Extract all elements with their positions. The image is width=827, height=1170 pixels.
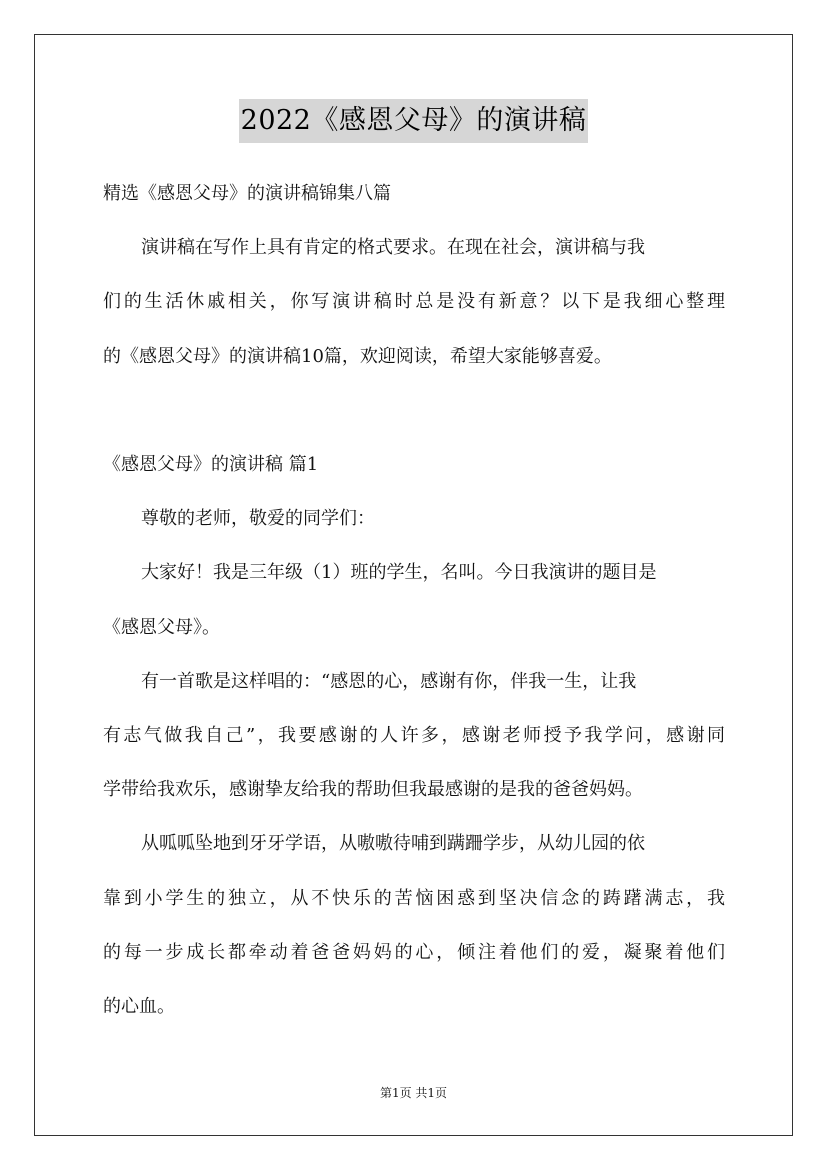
subtitle: 精选《感恩父母》的演讲稿锦集八篇 (103, 183, 391, 204)
para2-line-2: 有志气做我自己”，我要感谢的人许多，感谢老师授予我学问，感谢同 (103, 725, 725, 746)
section-heading: 《感恩父母》的演讲稿 篇1 (103, 454, 319, 475)
para2-line-1: 有一首歌是这样唱的：“感恩的心，感谢有你，伴我一生，让我 (141, 671, 637, 692)
intro-line-2: 们的生活休戚相关，你写演讲稿时总是没有新意？以下是我细心整理 (103, 291, 725, 312)
para3-line-2: 靠到小学生的独立，从不快乐的苦恼困惑到坚决信念的踌躇满志，我 (103, 888, 725, 909)
intro-line-1: 演讲稿在写作上具有肯定的格式要求。在现在社会，演讲稿与我 (141, 237, 645, 258)
para1-line-1: 大家好！我是三年级（1）班的学生，名叫。今日我演讲的题目是 (141, 562, 657, 583)
page-footer: 第1页 共1页 (379, 1086, 448, 1100)
para1-line-2: 《感恩父母》。 (103, 617, 220, 638)
greeting: 尊敬的老师，敬爱的同学们： (141, 508, 375, 529)
document-title: 2022《感恩父母》的演讲稿 (239, 99, 589, 143)
para3-line-3: 的每一步成长都牵动着爸爸妈妈的心，倾注着他们的爱，凝聚着他们 (103, 942, 725, 963)
intro-line-3: 的《感恩父母》的演讲稿10篇，欢迎阅读，希望大家能够喜爱。 (103, 346, 612, 367)
title-container (0, 99, 827, 143)
para3-line-1: 从呱呱坠地到牙牙学语，从嗷嗷待哺到蹒跚学步，从幼儿园的依 (141, 833, 645, 854)
para2-line-3: 学带给我欢乐，感谢挚友给我的帮助但我最感谢的是我的爸爸妈妈。 (103, 779, 643, 800)
para3-line-4: 的心血。 (103, 996, 175, 1017)
